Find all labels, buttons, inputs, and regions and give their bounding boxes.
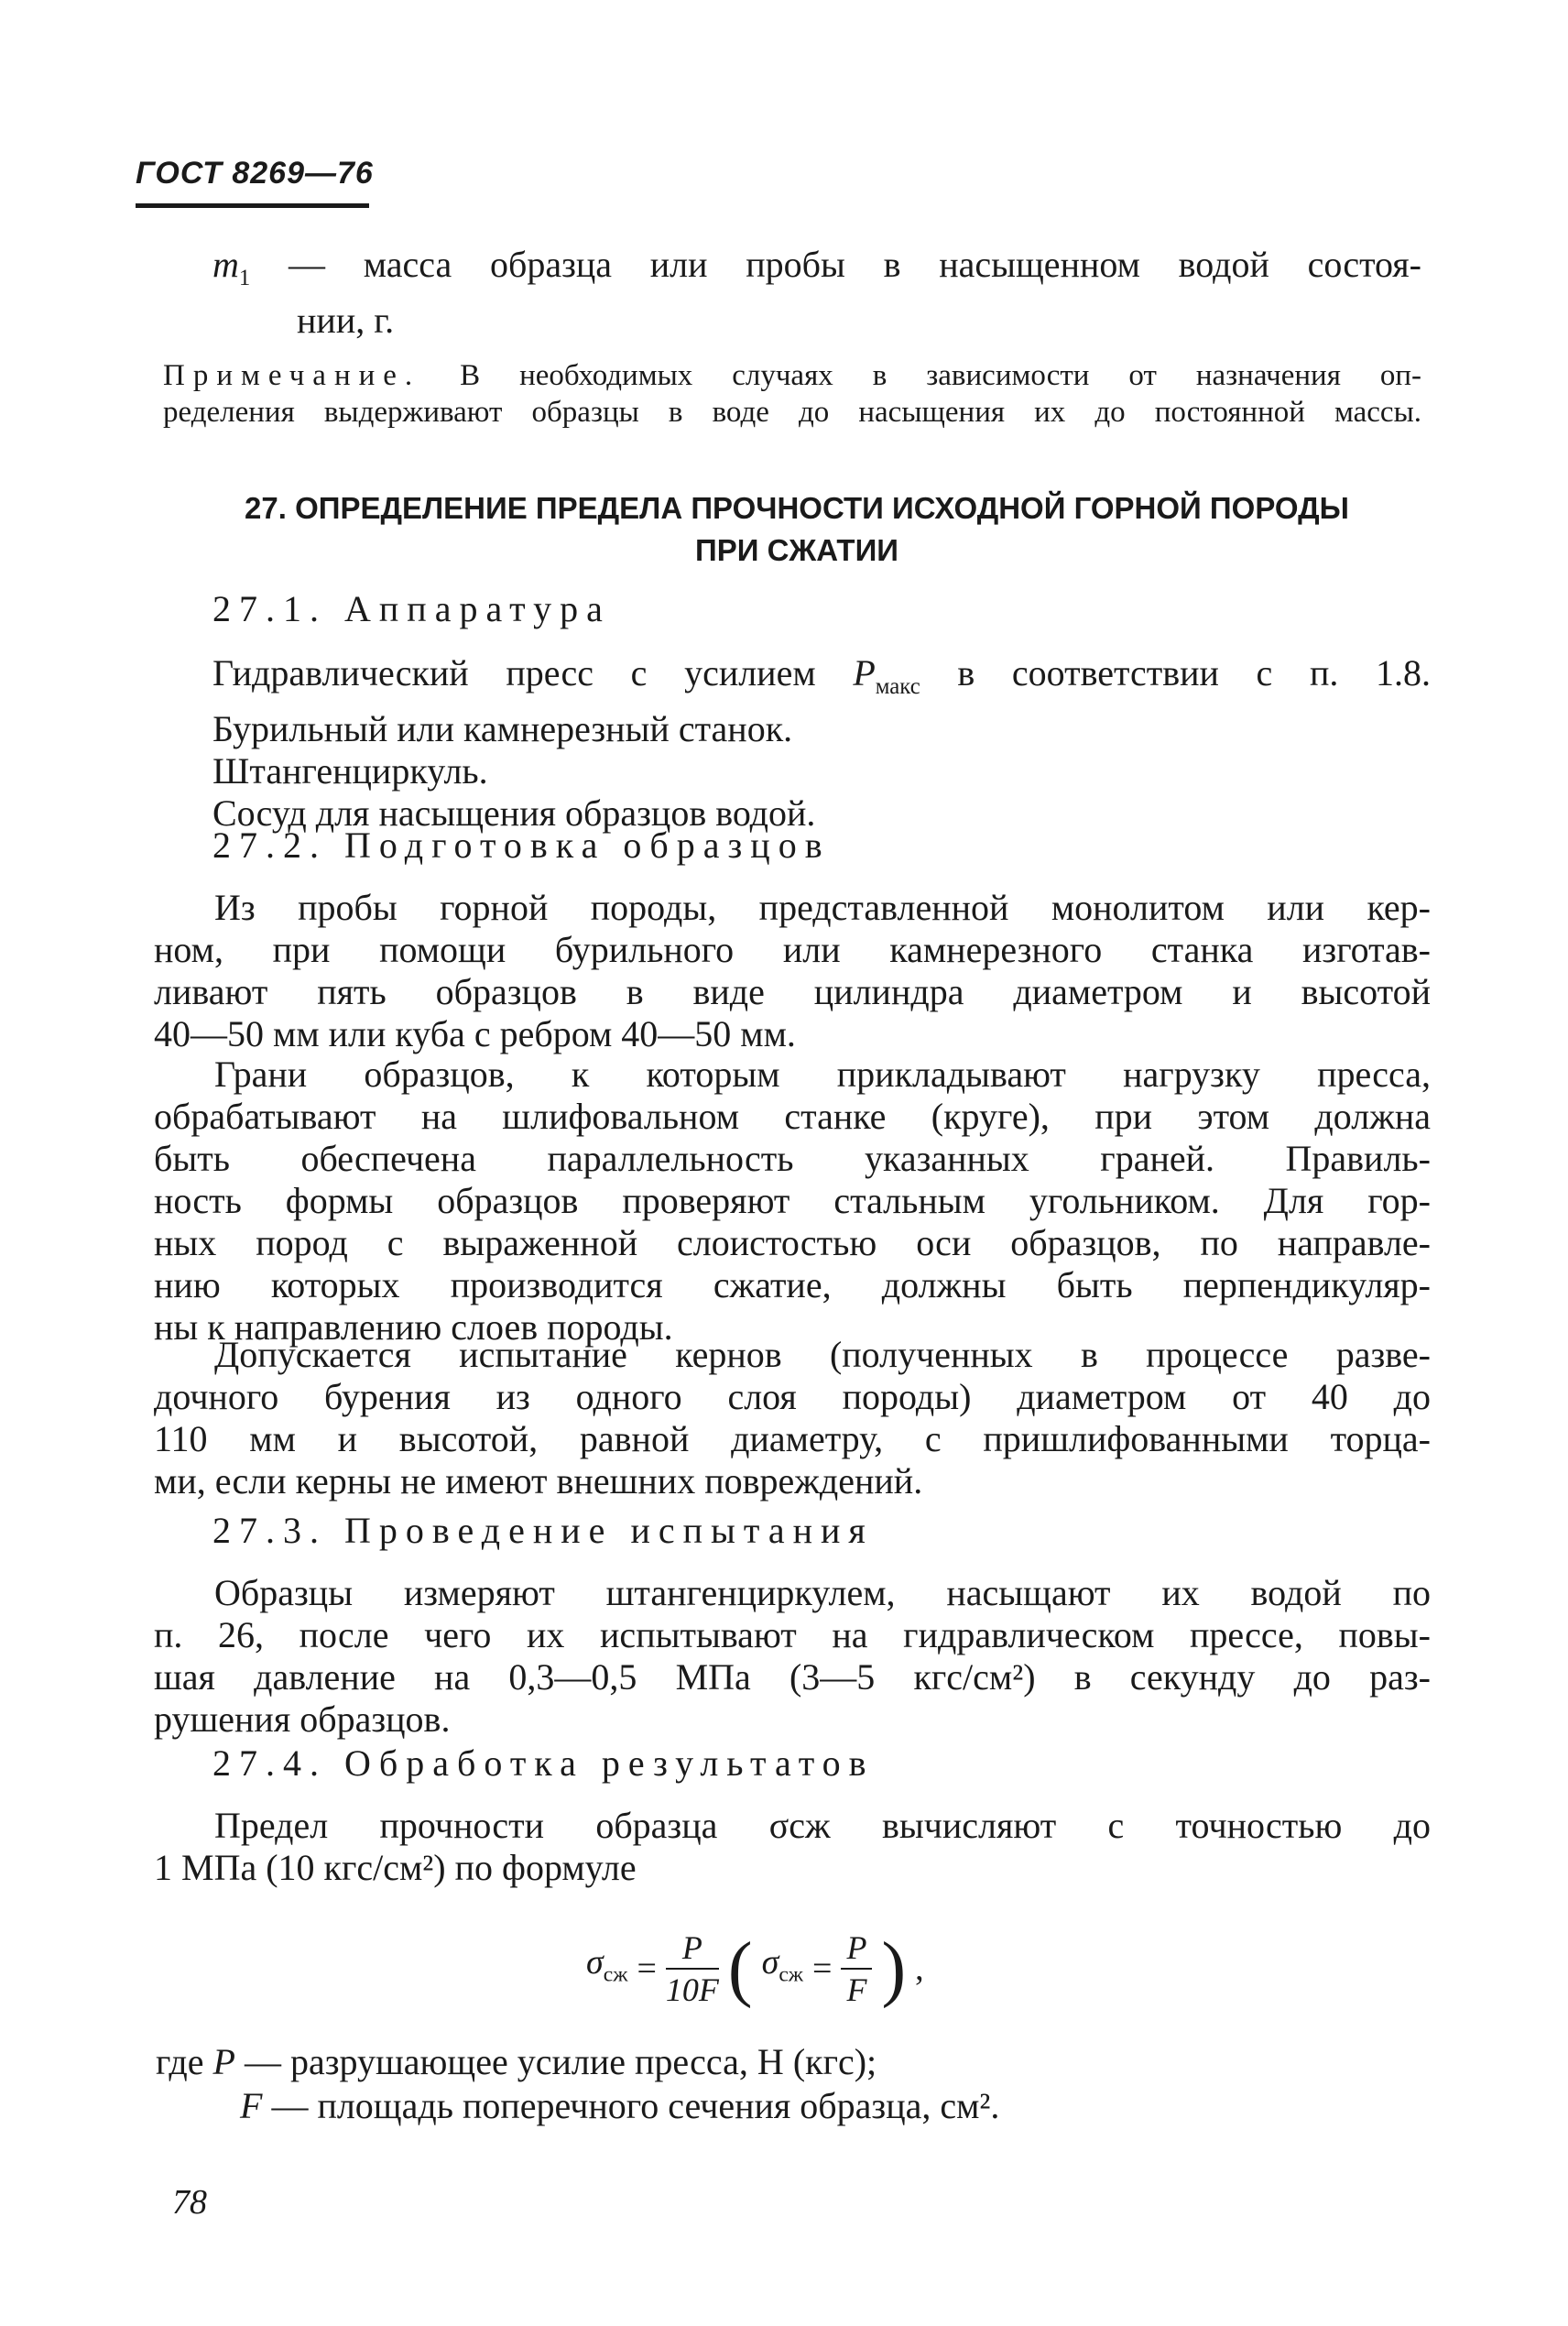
paragraph-27-2-1: Из пробы горной породы, представленной монолитом или кер- ном, при помощи бурильного или камнерезного станка изготав- ливают пять образцов в виде цилиндра диаметром и высотой 40—50 мм или куба с ребром 40—50 мм. (154, 887, 1431, 1054)
subsection-title-27-2: 27.2. Подготовка образцов (212, 824, 831, 866)
apparatus-list (212, 652, 1431, 835)
subsection-title-27-1: 27.1. Аппаратура (212, 588, 611, 629)
paragraph-27-2-3: Допускается испытание кернов (полученных в процессе разве- дочного бурения из одного слоя породы) диаметром от 40 до 110 мм и высотой, равной диаметру, с пришлифованными торца- ми, если керны не имеют внешних повреждений. (154, 1334, 1431, 1502)
symbol-m-sub: 1 (238, 266, 251, 290)
note-line2: ределения выдерживают образцы в воде до насыщения их до постоянной массы. (163, 396, 1421, 429)
note (163, 357, 1421, 431)
definition-m1-line2: нии, г. (297, 300, 395, 341)
subsection-title-27-3: 27.3. Проведение испытания (212, 1510, 874, 1551)
document-header: ГОСТ 8269—76 (136, 156, 374, 191)
definition-dash: — (250, 244, 364, 285)
note-line1: В необходимых случаях в зависимости от назначения оп- (460, 359, 1422, 392)
section-heading (165, 487, 1429, 572)
paragraph-27-3: Образцы измеряют штангенциркулем, насыщают их водой по п. 26, после чего их испытывают на гидравлическом прессе, повы- шая давление на 0,3—0,5 МПа (3—5 кгс/см²) в секунду до раз- рушения образцов. (154, 1572, 1431, 1740)
paragraph-27-2-2: Грани образцов, к которым прикладывают нагрузку пресса, обрабатывают на шлифовальном станке (круге), при этом должна быть обеспечена параллельность указанных граней. Правиль- ность формы образцов проверяют стальным угольником. Для гор- ных пород с выраженной слоистостью оси образцов, по направле- нию которых производится сжатие, должны быть перпендикуляр- ны к направлению слоев породы. (154, 1054, 1431, 1348)
symbol-m: m (212, 244, 239, 285)
formula: $\sigma_{сж}$ = $\frac{P}{10F}$ ( $\sigma_{сж}$ = $\frac{P}{F}$ ) , (586, 1928, 924, 2009)
definition-m1-line1: масса образца или пробы в насыщенном водой состоя- (363, 244, 1421, 285)
subsection-title-27-4: 27.4. Обработка результатов (212, 1742, 875, 1784)
open-paren: ( (727, 1928, 753, 2009)
symbol-p-max: P (853, 652, 876, 693)
note-label: Примечание. (163, 359, 421, 392)
apparatus-item-vessel: Сосуд для насыщения образцов водой. (212, 792, 816, 834)
header-underline (136, 203, 369, 208)
where-f: F — площадь поперечного сечения образца, см². (240, 2085, 1000, 2126)
section-heading-line2: ПРИ СЖАТИИ (694, 533, 899, 567)
fraction-p-10f: $\frac{P}{10F}$ (665, 1929, 719, 2008)
section-heading-line1: 27. ОПРЕДЕЛЕНИЕ ПРЕДЕЛА ПРОЧНОСТИ ИСХОДНОЙ ГОРНОЙ ПОРОДЫ (245, 491, 1349, 525)
apparatus-item-machine: Бурильный или камнерезный станок. (212, 708, 793, 749)
apparatus-item-caliper: Штангенциркуль. (212, 750, 488, 792)
paragraph-27-4: Предел прочности образца σсж вычисляют с точностью до 1 МПа (10 кгс/см²) по формуле (154, 1805, 1431, 1888)
apparatus-item-press: Гидравлический пресс с усилием $P_{макс}$ в соответствии с п. 1.8. (212, 652, 1432, 699)
close-paren: ) (881, 1928, 907, 2009)
page-number: 78 (172, 2183, 207, 2222)
fraction-p-f: $\frac{P}{F}$ (841, 1927, 872, 2010)
where-p: где P — разрушающее усилие пресса, Н (кгс); (156, 2041, 877, 2082)
definition-m1 (212, 244, 1421, 342)
